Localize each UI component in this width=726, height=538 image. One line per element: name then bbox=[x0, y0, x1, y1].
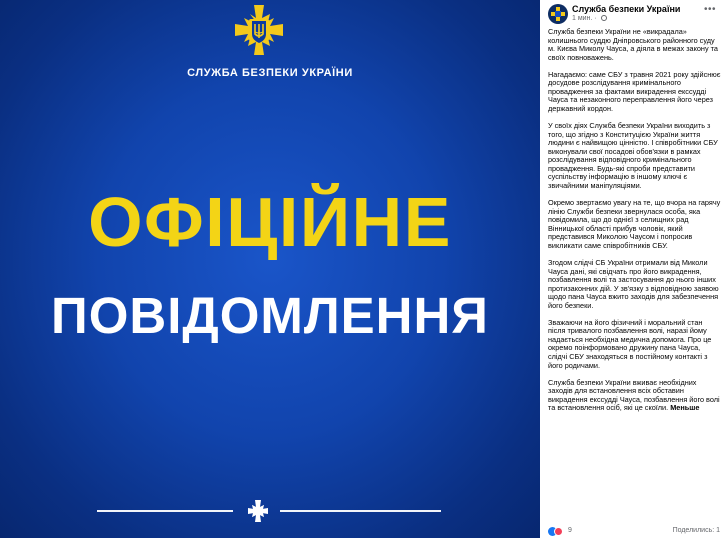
globe-icon bbox=[601, 15, 607, 21]
page-name-link[interactable]: Служба безпеки України bbox=[572, 4, 681, 14]
page-avatar[interactable] bbox=[548, 4, 568, 24]
shares-count[interactable]: Поделились: 1 bbox=[672, 527, 720, 534]
post-paragraph: У своїх діях Служба безпеки України виходить з того, що згідно з Конституцією України життя людини є найвищою цінністю. І співробітники СБУ виконували свої посадові обов'язки в рамках розслідування відповідного кримінального провадження. Будь-які спроби представити суспільству інформацію в іншому ключі є звичайними маніпуляціями. bbox=[548, 121, 718, 190]
post-footer bbox=[548, 527, 720, 538]
post-paragraph: Згодом слідчі СБ України отримали від Миколи Чауса дані, які свідчать про його викрадення, позбавлення волі та застосування до нього інших протизаконних дій. У зв'язку з відповідною заявою щодо пана Чауса вжито заходів для забезпечення його безпеки. bbox=[548, 257, 719, 310]
headline-message: ПОВІДОМЛЕННЯ bbox=[51, 287, 489, 344]
post-paragraph: Окремо звертаємо увагу на те, що вчора на гарячу лінію Служби безпеки звернулася особа, яка повідомила, що до однієї з селищних рад Вінницької області прибув чоловік, який представився Миколою Чаусом і попросив викликати саме співробітників СБУ. bbox=[548, 198, 721, 250]
post-paragraph: Зважаючи на його фізичний і моральний стан після тривалого позбавлення волі, наразі йому надається необхідна медична допомога. Про це окремо поінформовано дружину пана Чауса, слідчі СБУ знаходяться в постійному контакті з його родичами. bbox=[548, 317, 712, 370]
sbu-emblem-icon bbox=[234, 4, 284, 56]
divider-right bbox=[280, 510, 441, 512]
avatar-emblem-icon bbox=[548, 4, 568, 24]
show-less-link[interactable]: Меньше bbox=[670, 403, 700, 413]
post-paragraph-text: Служба безпеки України вживає необхідних заходів для встановлення всіх обставин викрадення екссудді Чауса, позбавлення його волі та встановлення осіб, які це скоїли. bbox=[548, 377, 720, 413]
agency-name: СЛУЖБА БЕЗПЕКИ УКРАЇНИ bbox=[187, 67, 353, 79]
love-reaction-icon[interactable] bbox=[554, 527, 563, 536]
divider-left bbox=[97, 510, 233, 512]
more-options-icon[interactable]: ••• bbox=[703, 4, 716, 15]
post-time[interactable]: 1 мин. bbox=[572, 15, 593, 22]
post-paragraph: Нагадаємо: саме СБУ з травня 2021 року здійснює досудове розслідування кримінального провадження за фактами викрадення екссудді Чауса та незаконного переправлення його через державний кордон. bbox=[548, 69, 721, 113]
post-meta: 1 мин. · bbox=[572, 15, 607, 22]
small-cross-icon bbox=[248, 500, 268, 522]
post-paragraph: Служба безпеки України не «викрадала» колишнього суддю Дніпровського районного суду м. Києва Миколу Чауса, а діяла в межах закону та своїх повноважень. bbox=[548, 27, 718, 62]
headline-official: ОФІЦІЙНЕ bbox=[88, 183, 452, 261]
post-paragraph-last bbox=[548, 379, 721, 413]
post-text bbox=[548, 28, 721, 421]
post-panel bbox=[540, 0, 726, 538]
reaction-count[interactable]: 9 bbox=[568, 527, 572, 534]
